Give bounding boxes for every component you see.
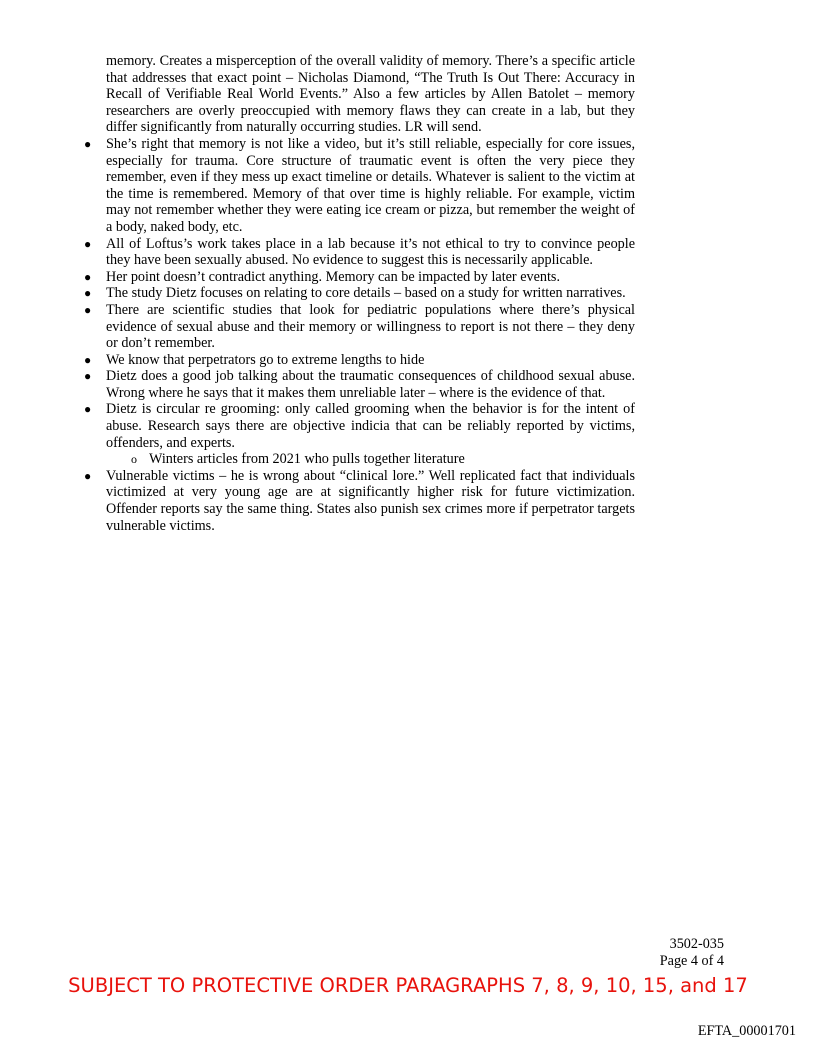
list-item [84,301,635,352]
bullet-text: The study Dietz focuses on relating to core details – based on a study for written narratives. [106,285,626,302]
bullet-icon: ● [84,302,92,317]
list-item [84,401,635,468]
bullet-text: Dietz does a good job talking about the traumatic consequences of childhood sexual abuse. Wrong where he says that it makes them unreliable later – where is the evidence of that. [106,368,635,401]
doc-number: 3502-035 [669,936,724,952]
list-item [84,268,635,286]
notes-body [84,53,635,534]
bullet-text: We know that perpetrators go to extreme lengths to hide [106,351,425,368]
bates-number: EFTA_00001701 [697,1023,796,1039]
list-item [84,351,635,369]
bullet-icon: ● [84,402,92,417]
list-item [84,235,635,269]
bullet-icon: ● [84,236,92,251]
bullet-text: She’s right that memory is not like a video, but it’s still reliable, especially for core issues, especially for trauma. Core structure of traumatic event is often the very piece they remember, even if they mess up exact timeline or details. Whatever is salient to the victim at the time is remembered. Memory of that over time is highly reliable. For example, victim may not remember whether they were eating ice cream or pizza, but remember the weight of a body, naked body, etc. [106,135,635,235]
protective-order-notice: SUBJECT TO PROTECTIVE ORDER PARAGRAPHS 7, 8, 9, 10, 15, and 17 [68,974,748,997]
bullet-icon: ● [84,136,92,151]
lead-paragraph: memory. Creates a misperception of the overall validity of memory. There’s a specific article that addresses that exact point – Nicholas Diamond, “The Truth Is Out There: Accuracy in Recall of Verifiable Real World Events.” Also a few articles by Allen Batolet – memory researchers are overly preoccupied with memory flaws they can create in a lab, but they differ significantly from naturally occurring studies. LR will send. [106,53,635,136]
bullet-text: Her point doesn’t contradict anything. Memory can be impacted by later events. [106,268,560,285]
bullet-list [84,135,635,534]
bullet-icon: ● [84,269,92,284]
sub-bullet-text: Winters articles from 2021 who pulls together literature [149,451,465,468]
bullet-text: There are scientific studies that look for pediatric populations where there’s physical evidence of sexual abuse and their memory or willingness to report is not there – they deny or don’t remember. [106,301,635,352]
bullet-text: All of Loftus’s work takes place in a lab because it’s not ethical to try to convince people they have been sexually abused. No evidence to suggest this is necessarily applicable. [106,235,635,269]
list-item [84,467,635,534]
page-number: Page 4 of 4 [659,952,724,969]
bullet-icon: ● [84,468,92,483]
bullet-text: Dietz is circular re grooming: only called grooming when the behavior is for the intent of abuse. Research says there are objective indicia that can be reliably reported by victims, offenders, and experts. [106,401,635,451]
list-item [84,285,635,302]
sub-list-item [131,451,635,468]
list-item [84,135,635,236]
bullet-icon: ● [84,286,92,301]
bullet-text: Vulnerable victims – he is wrong about “clinical lore.” Well replicated fact that individuals victimized at very young age are at significantly higher risk for future victimization. Offender reports say the same thing. States also punish sex crimes more if perpetrator targets vulnerable victims. [106,467,635,534]
sub-bullet-icon: o [131,452,137,467]
list-item [84,368,635,401]
page-identifier [660,936,724,969]
bullet-icon: ● [84,352,92,367]
sub-bullet-list [106,451,635,468]
bullet-icon: ● [84,369,92,384]
